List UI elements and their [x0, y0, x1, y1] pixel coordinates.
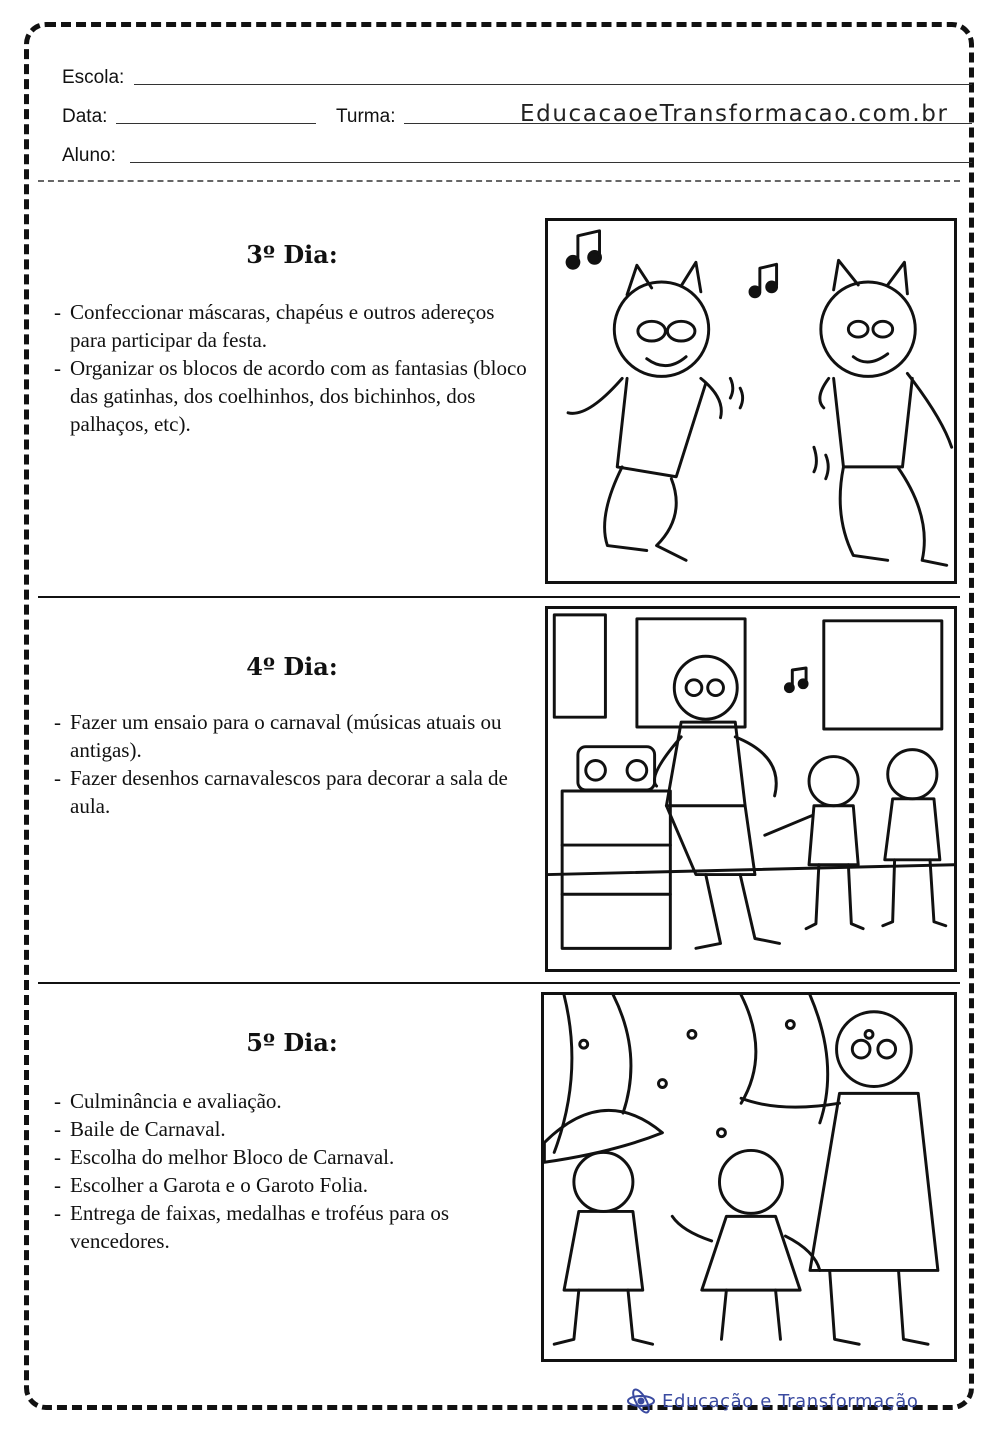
footer-brand-text: Educação e Transformação — [662, 1390, 919, 1412]
day-3-title: 3º Dia: — [246, 240, 338, 269]
section-divider — [38, 596, 960, 598]
list-item: - Entrega de faixas, medalhas e troféus para os vencedores. — [52, 1199, 532, 1255]
classroom-drawing — [548, 609, 954, 969]
day-3-list — [52, 298, 532, 438]
list-item: - Fazer um ensaio para o carnaval (músicas atuais ou antigas). — [52, 708, 532, 764]
student-field-line[interactable] — [130, 162, 972, 163]
site-url-watermark: EducacaoeTransformacao.com.br — [520, 101, 949, 127]
day-5-list — [52, 1087, 532, 1255]
date-label: Data: — [62, 106, 108, 127]
atom-logo-icon — [626, 1388, 656, 1414]
list-item: - Escolher a Garota e o Garoto Folia. — [52, 1171, 532, 1199]
date-field-line[interactable] — [116, 123, 316, 124]
list-item: - Fazer desenhos carnavalescos para decorar a sala de aula. — [52, 764, 532, 820]
section-divider — [38, 982, 960, 984]
class-label: Turma: — [336, 106, 396, 127]
carnival-ball-illustration — [541, 992, 957, 1362]
school-label: Escola: — [62, 67, 125, 88]
children-dancing-illustration — [545, 218, 957, 584]
list-item: - Organizar os blocos de acordo com as fantasias (bloco das gatinhas, dos coelhinhos, dos bichinhos, dos palhaços, etc). — [52, 354, 532, 438]
school-field-line[interactable] — [134, 84, 972, 85]
list-item: - Confeccionar máscaras, chapéus e outros adereços para participar da festa. — [52, 298, 532, 354]
header-divider — [38, 180, 960, 182]
classroom-rehearsal-illustration — [545, 606, 957, 972]
day-4-list — [52, 708, 532, 820]
student-label: Aluno: — [62, 145, 116, 166]
list-item: - Escolha do melhor Bloco de Carnaval. — [52, 1143, 532, 1171]
dancing-kids-drawing — [548, 221, 954, 581]
list-item: - Culminância e avaliação. — [52, 1087, 532, 1115]
list-item: - Baile de Carnaval. — [52, 1115, 532, 1143]
carnival-ball-drawing — [544, 995, 954, 1359]
day-4-title: 4º Dia: — [246, 652, 338, 681]
day-5-title: 5º Dia: — [246, 1028, 338, 1057]
footer-brand — [626, 1386, 919, 1416]
